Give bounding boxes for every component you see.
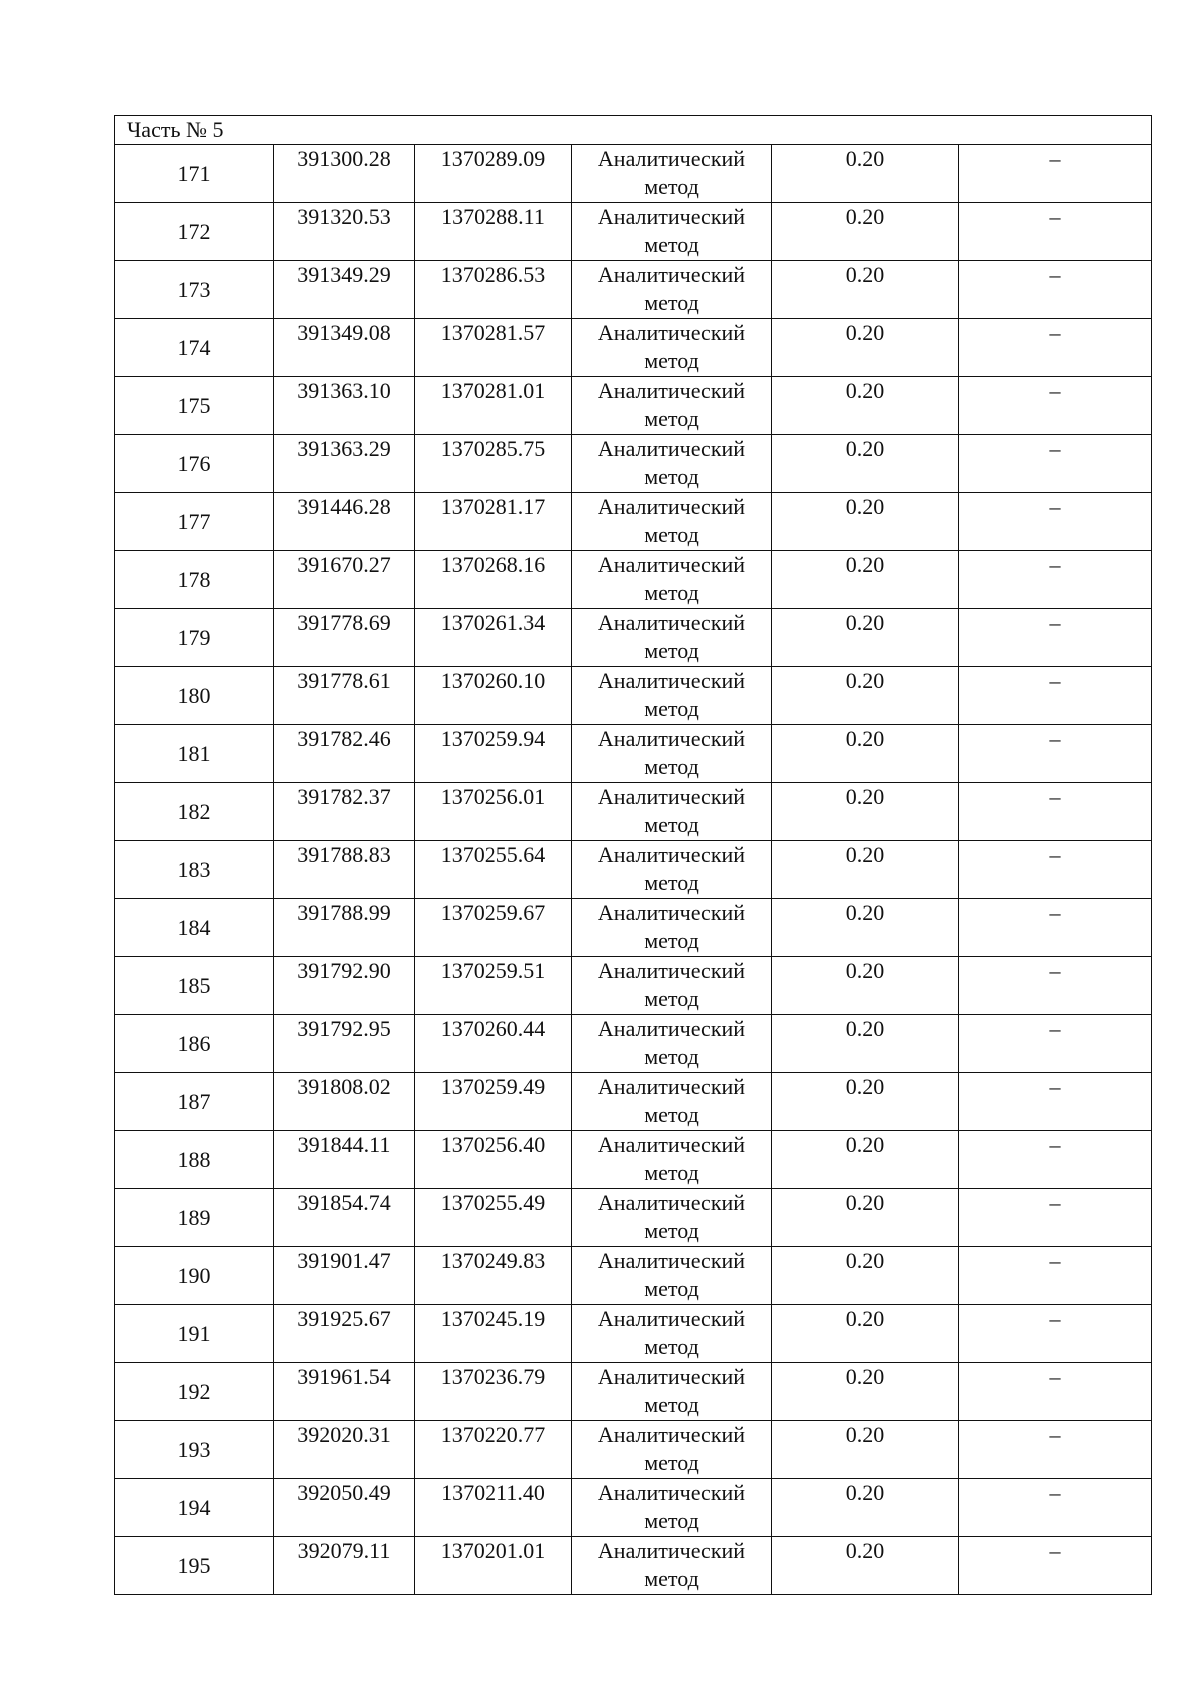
y-coordinate-cell: 1370236.79 — [415, 1363, 572, 1421]
method-cell — [572, 725, 772, 783]
method-text: Аналитический метод — [597, 204, 746, 257]
x-coordinate-cell: 392079.11 — [274, 1537, 415, 1595]
x-coordinate-cell: 391792.90 — [274, 957, 415, 1015]
point-number-cell: 179 — [115, 609, 274, 667]
note-cell: – — [959, 377, 1152, 435]
method-cell — [572, 1479, 772, 1537]
accuracy-cell: 0.20 — [772, 1305, 959, 1363]
x-coordinate-cell: 391788.99 — [274, 899, 415, 957]
method-text: Аналитический метод — [597, 958, 746, 1011]
accuracy-cell: 0.20 — [772, 1073, 959, 1131]
point-number-cell: 189 — [115, 1189, 274, 1247]
x-coordinate-cell: 391792.95 — [274, 1015, 415, 1073]
y-coordinate-cell: 1370220.77 — [415, 1421, 572, 1479]
method-cell — [572, 1363, 772, 1421]
accuracy-cell: 0.20 — [772, 493, 959, 551]
note-cell: – — [959, 1479, 1152, 1537]
accuracy-cell: 0.20 — [772, 841, 959, 899]
x-coordinate-cell: 391854.74 — [274, 1189, 415, 1247]
method-cell — [572, 1247, 772, 1305]
x-coordinate-cell: 391778.69 — [274, 609, 415, 667]
x-coordinate-cell: 391808.02 — [274, 1073, 415, 1131]
y-coordinate-cell: 1370260.44 — [415, 1015, 572, 1073]
point-number-cell: 191 — [115, 1305, 274, 1363]
note-cell: – — [959, 609, 1152, 667]
method-text: Аналитический метод — [597, 1074, 746, 1127]
method-cell — [572, 1421, 772, 1479]
method-text: Аналитический метод — [597, 668, 746, 721]
table-row — [115, 1247, 1152, 1305]
point-number-cell: 171 — [115, 145, 274, 203]
point-number-cell: 172 — [115, 203, 274, 261]
method-cell — [572, 1305, 772, 1363]
method-text: Аналитический метод — [597, 610, 746, 663]
x-coordinate-cell: 391349.08 — [274, 319, 415, 377]
y-coordinate-cell: 1370281.17 — [415, 493, 572, 551]
method-cell — [572, 1015, 772, 1073]
table-row — [115, 667, 1152, 725]
table-row — [115, 1479, 1152, 1537]
accuracy-cell: 0.20 — [772, 319, 959, 377]
method-text: Аналитический метод — [597, 494, 746, 547]
coordinates-table — [114, 115, 1152, 1595]
note-cell: – — [959, 1131, 1152, 1189]
accuracy-cell: 0.20 — [772, 551, 959, 609]
accuracy-cell: 0.20 — [772, 783, 959, 841]
method-cell — [572, 1131, 772, 1189]
point-number-cell: 181 — [115, 725, 274, 783]
x-coordinate-cell: 392050.49 — [274, 1479, 415, 1537]
method-cell — [572, 609, 772, 667]
table-row — [115, 1305, 1152, 1363]
point-number-cell: 175 — [115, 377, 274, 435]
y-coordinate-cell: 1370245.19 — [415, 1305, 572, 1363]
method-cell — [572, 319, 772, 377]
point-number-cell: 178 — [115, 551, 274, 609]
accuracy-cell: 0.20 — [772, 261, 959, 319]
point-number-cell: 185 — [115, 957, 274, 1015]
method-cell — [572, 783, 772, 841]
method-text: Аналитический метод — [597, 320, 746, 373]
method-text: Аналитический метод — [597, 1538, 746, 1591]
point-number-cell: 194 — [115, 1479, 274, 1537]
method-text: Аналитический метод — [597, 1248, 746, 1301]
method-text: Аналитический метод — [597, 1480, 746, 1533]
note-cell: – — [959, 1189, 1152, 1247]
note-cell: – — [959, 1305, 1152, 1363]
method-text: Аналитический метод — [597, 1016, 746, 1069]
accuracy-cell: 0.20 — [772, 1131, 959, 1189]
x-coordinate-cell: 391788.83 — [274, 841, 415, 899]
table-row — [115, 1015, 1152, 1073]
y-coordinate-cell: 1370260.10 — [415, 667, 572, 725]
table-row — [115, 1421, 1152, 1479]
y-coordinate-cell: 1370259.94 — [415, 725, 572, 783]
x-coordinate-cell: 391446.28 — [274, 493, 415, 551]
point-number-cell: 188 — [115, 1131, 274, 1189]
method-text: Аналитический метод — [597, 842, 746, 895]
method-cell — [572, 493, 772, 551]
table-row — [115, 377, 1152, 435]
x-coordinate-cell: 392020.31 — [274, 1421, 415, 1479]
method-cell — [572, 435, 772, 493]
point-number-cell: 173 — [115, 261, 274, 319]
method-text: Аналитический метод — [597, 146, 746, 199]
table-row — [115, 1189, 1152, 1247]
note-cell: – — [959, 435, 1152, 493]
table-body — [115, 116, 1152, 1595]
y-coordinate-cell: 1370286.53 — [415, 261, 572, 319]
method-cell — [572, 1189, 772, 1247]
y-coordinate-cell: 1370281.01 — [415, 377, 572, 435]
x-coordinate-cell: 391844.11 — [274, 1131, 415, 1189]
method-cell — [572, 203, 772, 261]
accuracy-cell: 0.20 — [772, 145, 959, 203]
method-text: Аналитический метод — [597, 436, 746, 489]
method-text: Аналитический метод — [597, 1364, 746, 1417]
y-coordinate-cell: 1370211.40 — [415, 1479, 572, 1537]
method-cell — [572, 667, 772, 725]
accuracy-cell: 0.20 — [772, 899, 959, 957]
x-coordinate-cell: 391778.61 — [274, 667, 415, 725]
table-row — [115, 899, 1152, 957]
method-text: Аналитический метод — [597, 900, 746, 953]
note-cell: – — [959, 319, 1152, 377]
accuracy-cell: 0.20 — [772, 957, 959, 1015]
x-coordinate-cell: 391782.37 — [274, 783, 415, 841]
y-coordinate-cell: 1370259.67 — [415, 899, 572, 957]
point-number-cell: 195 — [115, 1537, 274, 1595]
method-text: Аналитический метод — [597, 262, 746, 315]
table-row — [115, 957, 1152, 1015]
method-cell — [572, 261, 772, 319]
y-coordinate-cell: 1370259.49 — [415, 1073, 572, 1131]
table-row — [115, 841, 1152, 899]
y-coordinate-cell: 1370255.49 — [415, 1189, 572, 1247]
method-text: Аналитический метод — [597, 552, 746, 605]
note-cell: – — [959, 783, 1152, 841]
note-cell: – — [959, 957, 1152, 1015]
table-row — [115, 1073, 1152, 1131]
x-coordinate-cell: 391961.54 — [274, 1363, 415, 1421]
x-coordinate-cell: 391901.47 — [274, 1247, 415, 1305]
point-number-cell: 187 — [115, 1073, 274, 1131]
method-cell — [572, 145, 772, 203]
y-coordinate-cell: 1370261.34 — [415, 609, 572, 667]
table-row — [115, 1363, 1152, 1421]
note-cell: – — [959, 261, 1152, 319]
point-number-cell: 174 — [115, 319, 274, 377]
note-cell: – — [959, 1363, 1152, 1421]
accuracy-cell: 0.20 — [772, 1537, 959, 1595]
method-text: Аналитический метод — [597, 784, 746, 837]
note-cell: – — [959, 1537, 1152, 1595]
accuracy-cell: 0.20 — [772, 1363, 959, 1421]
point-number-cell: 177 — [115, 493, 274, 551]
method-text: Аналитический метод — [597, 726, 746, 779]
method-cell — [572, 841, 772, 899]
accuracy-cell: 0.20 — [772, 1015, 959, 1073]
y-coordinate-cell: 1370281.57 — [415, 319, 572, 377]
method-text: Аналитический метод — [597, 378, 746, 431]
method-cell — [572, 899, 772, 957]
accuracy-cell: 0.20 — [772, 1247, 959, 1305]
point-number-cell: 184 — [115, 899, 274, 957]
method-cell — [572, 551, 772, 609]
x-coordinate-cell: 391670.27 — [274, 551, 415, 609]
accuracy-cell: 0.20 — [772, 667, 959, 725]
note-cell: – — [959, 1421, 1152, 1479]
x-coordinate-cell: 391349.29 — [274, 261, 415, 319]
y-coordinate-cell: 1370259.51 — [415, 957, 572, 1015]
y-coordinate-cell: 1370268.16 — [415, 551, 572, 609]
table-row — [115, 1537, 1152, 1595]
point-number-cell: 186 — [115, 1015, 274, 1073]
x-coordinate-cell: 391300.28 — [274, 145, 415, 203]
table-row — [115, 609, 1152, 667]
accuracy-cell: 0.20 — [772, 725, 959, 783]
table-row — [115, 203, 1152, 261]
accuracy-cell: 0.20 — [772, 377, 959, 435]
note-cell: – — [959, 551, 1152, 609]
y-coordinate-cell: 1370201.01 — [415, 1537, 572, 1595]
y-coordinate-cell: 1370256.01 — [415, 783, 572, 841]
y-coordinate-cell: 1370256.40 — [415, 1131, 572, 1189]
note-cell: – — [959, 203, 1152, 261]
note-cell: – — [959, 1015, 1152, 1073]
x-coordinate-cell: 391925.67 — [274, 1305, 415, 1363]
point-number-cell: 192 — [115, 1363, 274, 1421]
note-cell: – — [959, 899, 1152, 957]
table-row — [115, 783, 1152, 841]
note-cell: – — [959, 493, 1152, 551]
point-number-cell: 176 — [115, 435, 274, 493]
table-row — [115, 145, 1152, 203]
method-cell — [572, 1537, 772, 1595]
point-number-cell: 193 — [115, 1421, 274, 1479]
part-label: Часть № 5 — [115, 116, 1152, 145]
accuracy-cell: 0.20 — [772, 1479, 959, 1537]
x-coordinate-cell: 391782.46 — [274, 725, 415, 783]
note-cell: – — [959, 1247, 1152, 1305]
accuracy-cell: 0.20 — [772, 203, 959, 261]
table-row — [115, 261, 1152, 319]
note-cell: – — [959, 1073, 1152, 1131]
y-coordinate-cell: 1370288.11 — [415, 203, 572, 261]
accuracy-cell: 0.20 — [772, 1421, 959, 1479]
table-row — [115, 725, 1152, 783]
y-coordinate-cell: 1370289.09 — [415, 145, 572, 203]
method-text: Аналитический метод — [597, 1306, 746, 1359]
point-number-cell: 183 — [115, 841, 274, 899]
x-coordinate-cell: 391363.29 — [274, 435, 415, 493]
method-text: Аналитический метод — [597, 1132, 746, 1185]
table-row — [115, 493, 1152, 551]
method-text: Аналитический метод — [597, 1190, 746, 1243]
table-row — [115, 435, 1152, 493]
method-cell — [572, 1073, 772, 1131]
part-header-row — [115, 116, 1152, 145]
y-coordinate-cell: 1370285.75 — [415, 435, 572, 493]
note-cell: – — [959, 667, 1152, 725]
table-row — [115, 319, 1152, 377]
point-number-cell: 182 — [115, 783, 274, 841]
y-coordinate-cell: 1370249.83 — [415, 1247, 572, 1305]
x-coordinate-cell: 391320.53 — [274, 203, 415, 261]
accuracy-cell: 0.20 — [772, 435, 959, 493]
accuracy-cell: 0.20 — [772, 1189, 959, 1247]
note-cell: – — [959, 841, 1152, 899]
method-cell — [572, 957, 772, 1015]
method-cell — [572, 377, 772, 435]
note-cell: – — [959, 725, 1152, 783]
x-coordinate-cell: 391363.10 — [274, 377, 415, 435]
point-number-cell: 190 — [115, 1247, 274, 1305]
accuracy-cell: 0.20 — [772, 609, 959, 667]
y-coordinate-cell: 1370255.64 — [415, 841, 572, 899]
method-text: Аналитический метод — [597, 1422, 746, 1475]
table-row — [115, 1131, 1152, 1189]
table-row — [115, 551, 1152, 609]
point-number-cell: 180 — [115, 667, 274, 725]
note-cell: – — [959, 145, 1152, 203]
